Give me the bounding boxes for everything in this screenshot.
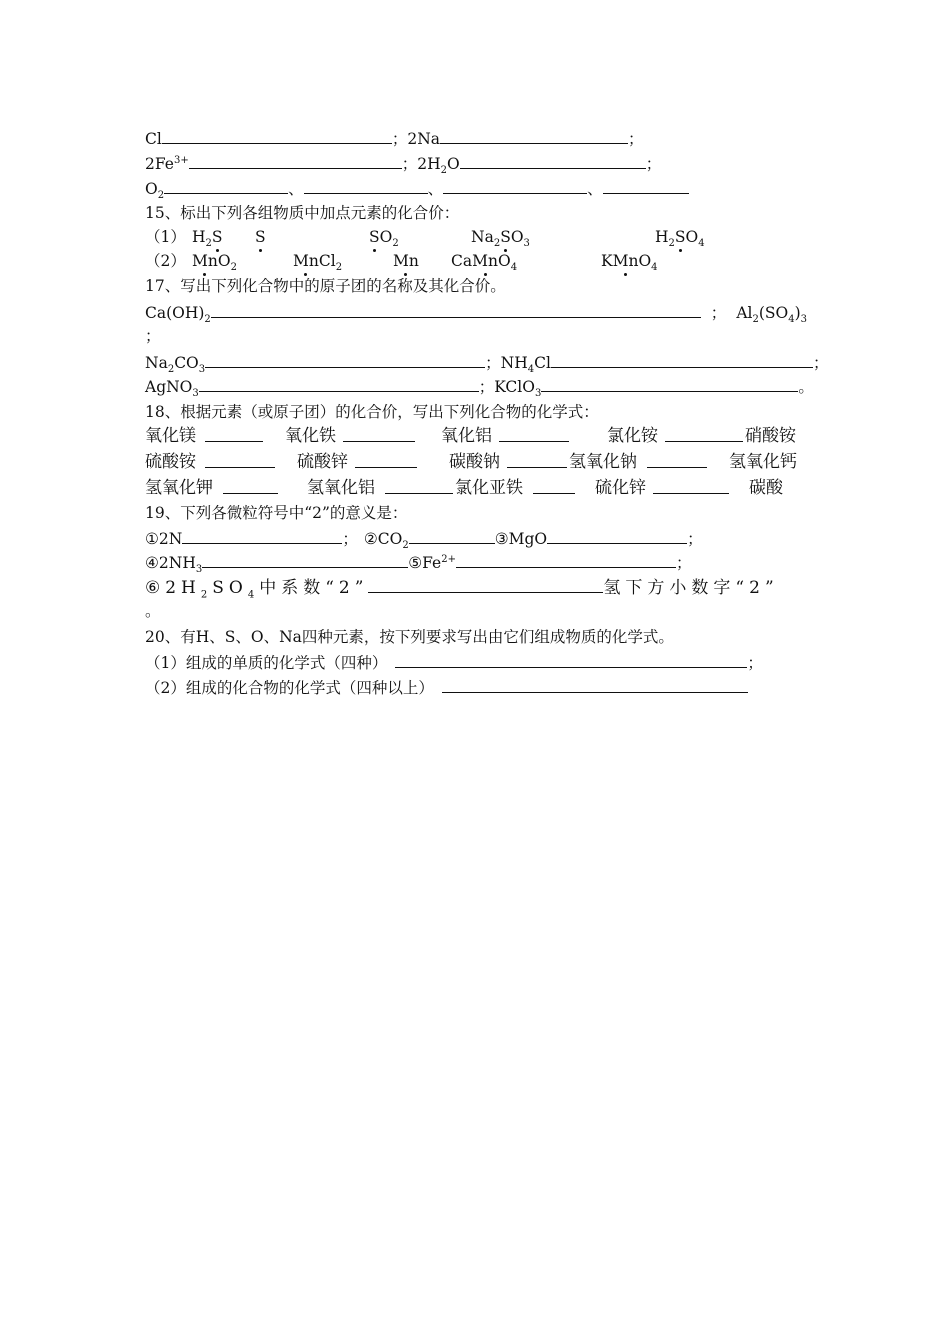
subscript: 3 xyxy=(198,364,206,376)
formula-kclo3: ；KClO xyxy=(478,378,535,396)
q20-part2 xyxy=(145,677,748,698)
blank[interactable] xyxy=(440,128,628,144)
punct: ； xyxy=(645,155,662,173)
subscript: 2 xyxy=(204,314,211,326)
q15-title: 15、标出下列各组物质中加点元素的化合价： xyxy=(145,204,460,222)
q17-row2 xyxy=(145,352,829,376)
punct: ； xyxy=(687,530,703,548)
line-cl xyxy=(145,128,644,149)
subscript: 2 xyxy=(752,314,759,326)
punct: ； xyxy=(812,354,829,372)
q20-title: 20、有H、S、O、Na四种元素，按下列要求写出由它们组成物质的化学式。 xyxy=(145,628,674,646)
symbol-2na: ；2Na xyxy=(391,130,440,148)
punct: 。 xyxy=(798,378,814,396)
subscript: 2 xyxy=(167,364,175,376)
punct: 、 xyxy=(587,180,603,198)
symbol-cl: Cl xyxy=(145,130,162,148)
blank[interactable] xyxy=(395,652,747,668)
formula-part: Cl xyxy=(534,354,551,372)
blank[interactable] xyxy=(164,178,288,194)
subscript: 3 xyxy=(534,388,542,400)
blank[interactable] xyxy=(355,452,417,468)
compound-name: 氢氧化铝 xyxy=(307,478,375,498)
blank[interactable] xyxy=(211,302,701,318)
formula-na2so3: $Na_2SO_3$ xyxy=(471,228,530,250)
formula-al2so43: Al xyxy=(736,304,753,322)
blank[interactable] xyxy=(665,426,743,442)
q15-row2 xyxy=(145,251,658,274)
formula-part: SO xyxy=(212,578,248,598)
formula-h2so4: $H_2SO_4$ xyxy=(655,228,705,250)
subscript: 2 xyxy=(200,589,213,601)
symbol-o2: O xyxy=(145,180,158,198)
blank[interactable] xyxy=(182,528,342,544)
symbol-o: O xyxy=(446,155,460,173)
blank[interactable] xyxy=(443,178,587,194)
formula-caoh2: Ca(OH) xyxy=(145,304,205,322)
q15-row1 xyxy=(145,227,705,250)
blank[interactable] xyxy=(189,153,402,169)
compound-name: 氯化亚铁 xyxy=(455,478,523,498)
symbol-2h2o: ；2H xyxy=(401,155,441,173)
formula-h2s: $H_2S$ xyxy=(192,228,223,250)
row-label: （1） xyxy=(145,228,186,246)
subscript: 3 xyxy=(800,314,808,326)
compound-name: 碳酸钠 xyxy=(449,452,500,472)
blank[interactable] xyxy=(205,426,263,442)
blank[interactable] xyxy=(603,178,689,194)
formula-camno4: CaMnO$_4$ xyxy=(451,252,518,274)
q17-row1 xyxy=(145,302,808,326)
subscript: 4 xyxy=(788,314,795,326)
subscript: 4 xyxy=(527,364,535,376)
subscript: 4 xyxy=(247,589,260,601)
q20-part1 xyxy=(145,652,763,673)
blank[interactable] xyxy=(456,552,676,568)
subscript: 3 xyxy=(195,564,203,576)
blank[interactable] xyxy=(507,452,567,468)
blank[interactable] xyxy=(499,426,569,442)
formula-part: (SO xyxy=(758,304,789,322)
question-text: （2）组成的化合物的化学式（四种以上） xyxy=(145,679,434,697)
charge: 3+ xyxy=(173,154,189,166)
blank[interactable] xyxy=(205,452,275,468)
q19-end: 。 xyxy=(145,602,161,620)
subscript: 3 xyxy=(192,388,199,400)
symbol-2n: ①2N xyxy=(145,530,183,548)
q17-row3 xyxy=(145,376,814,400)
symbol-mgo: ③MgO xyxy=(494,530,548,548)
compound-name: 氧化铝 xyxy=(441,426,492,446)
symbol-fe2plus: ⑤Fe xyxy=(408,554,442,572)
compound-name: 硝酸铵 xyxy=(745,426,796,446)
blank[interactable] xyxy=(442,677,748,693)
subscript: 2 xyxy=(440,165,447,177)
blank[interactable] xyxy=(199,376,479,392)
formula-kmno4: KMnO$_4$ xyxy=(601,252,658,274)
blank[interactable] xyxy=(202,552,408,568)
punct: ； xyxy=(710,304,727,322)
punct: 、 xyxy=(427,180,444,198)
formula-so2: $SO_2$ xyxy=(369,228,399,250)
compound-name: 硫酸锌 xyxy=(297,452,348,472)
q19-row2 xyxy=(145,552,692,576)
formula-nh4cl: ；NH xyxy=(485,354,528,372)
blank[interactable] xyxy=(460,153,646,169)
compound-name: 硫化锌 xyxy=(595,478,646,498)
punct: ； xyxy=(747,654,763,672)
symbol-2nh3: ④2NH xyxy=(145,554,196,572)
q17-semicolon: ； xyxy=(145,327,161,345)
symbol-2fe: 2Fe xyxy=(145,155,174,173)
formula-s: S xyxy=(255,228,266,246)
line-o2 xyxy=(145,178,689,202)
formula-part: ) xyxy=(794,304,801,322)
formula-mn: Mn xyxy=(393,252,419,270)
q19-row3 xyxy=(145,577,779,601)
q19-row1 xyxy=(145,528,703,552)
blank[interactable] xyxy=(223,478,278,494)
q17-title: 17、写出下列化合物中的原子团的名称及其化合价。 xyxy=(145,277,506,295)
blank[interactable] xyxy=(304,178,428,194)
q18-title: 18、根据元素（或原子团）的化合价，写出下列化合物的化学式： xyxy=(145,403,599,421)
punct: 、 xyxy=(288,180,304,198)
compound-name: 氢氧化钙 xyxy=(729,452,797,472)
compound-name: 氢氧化钾 xyxy=(145,478,213,498)
compound-name: 碳酸 xyxy=(749,478,783,498)
punct: ； xyxy=(628,130,644,148)
blank[interactable] xyxy=(533,478,575,494)
formula-na2co3: Na xyxy=(145,354,168,372)
subscript: 2 xyxy=(402,540,409,552)
blank[interactable] xyxy=(205,352,485,368)
blank[interactable] xyxy=(343,426,415,442)
blank[interactable] xyxy=(162,128,392,144)
blank[interactable] xyxy=(551,352,813,368)
blank[interactable] xyxy=(409,528,495,544)
row-label: （2） xyxy=(145,252,186,270)
blank[interactable] xyxy=(385,478,453,494)
blank[interactable] xyxy=(653,478,729,494)
formula-agno3: AgNO xyxy=(145,378,193,396)
question-text: （1）组成的单质的化学式（四种） xyxy=(145,654,388,672)
blank[interactable] xyxy=(541,376,798,392)
subscript: 2 xyxy=(157,190,165,202)
question-text: 中系数“2” xyxy=(259,578,369,598)
blank[interactable] xyxy=(368,577,603,593)
compound-name: 氯化铵 xyxy=(607,426,658,446)
punct: ； xyxy=(342,530,358,548)
blank[interactable] xyxy=(647,452,707,468)
compound-name: 氧化镁 xyxy=(145,426,196,446)
compound-name: 氢氧化钠 xyxy=(569,452,637,472)
blank[interactable] xyxy=(547,528,687,544)
symbol-2h2so4: ⑥2H xyxy=(145,578,201,598)
compound-name: 硫酸铵 xyxy=(145,452,196,472)
formula-mno2: MnO$_2$ xyxy=(192,252,237,274)
symbol-co2: ②CO xyxy=(363,530,403,548)
formula-mncl2: MnCl$_2$ xyxy=(293,252,343,274)
q19-title: 19、下列各微粒符号中“2”的意义是： xyxy=(145,504,408,522)
question-text: 氢下方小数字“2” xyxy=(603,578,779,598)
line-fe xyxy=(145,153,662,177)
punct: ； xyxy=(675,554,692,572)
charge: 2+ xyxy=(441,553,456,565)
formula-part: CO xyxy=(174,354,199,372)
compound-name: 氧化铁 xyxy=(285,426,336,446)
